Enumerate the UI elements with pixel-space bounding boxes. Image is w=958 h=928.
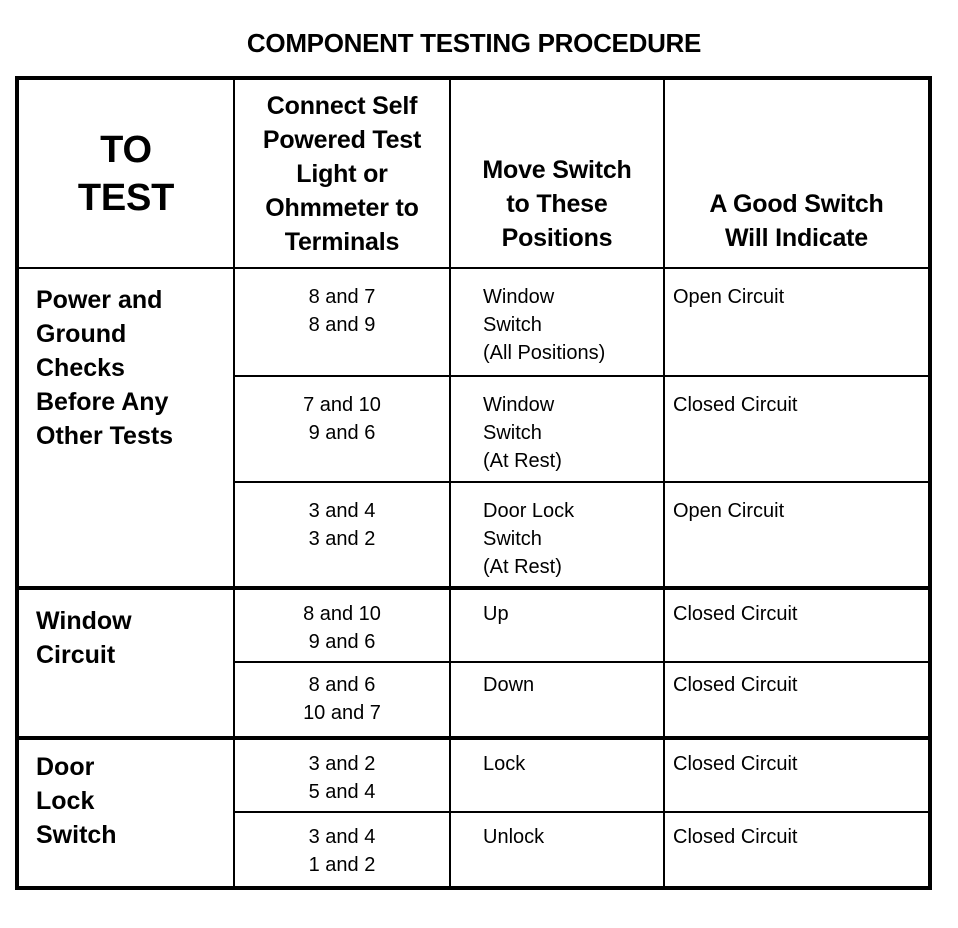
header-line: Will Indicate (724, 224, 869, 252)
terminal-pair: 3 and 2 (308, 528, 376, 550)
table-row (17, 588, 930, 662)
position-line: (At Rest) (483, 556, 562, 578)
terminal-pair: 10 and 7 (303, 702, 381, 724)
group-label-line: Circuit (36, 641, 116, 669)
header-to-test (17, 78, 234, 268)
terminal-pair: 3 and 4 (308, 826, 376, 848)
header-line: Move Switch (482, 156, 632, 184)
header-line: A Good Switch (709, 190, 884, 218)
positions-cell (450, 376, 664, 482)
positions-cell (450, 482, 664, 588)
position-line: (At Rest) (483, 450, 562, 472)
terminal-pair: 1 and 2 (308, 854, 376, 876)
group-label-line: Power and (36, 286, 163, 314)
group-label-line: Before Any (36, 388, 169, 416)
group-label-line: Door (36, 753, 95, 781)
terminals-cell (234, 662, 450, 738)
header-line: Powered Test (262, 125, 422, 154)
group-label-line: Checks (36, 354, 125, 382)
terminal-pair: 9 and 6 (308, 422, 376, 444)
positions-cell (450, 738, 664, 812)
group-label-line: Lock (36, 787, 95, 815)
group-label-line: Switch (36, 821, 117, 849)
group-label-line: Window (36, 607, 132, 635)
positions-cell (450, 812, 664, 888)
page-title: COMPONENT TESTING PROCEDURE (246, 28, 702, 58)
result-cell: Closed Circuit (664, 376, 930, 482)
terminal-pair: 7 and 10 (303, 394, 381, 416)
header-line: Terminals (284, 227, 400, 256)
position-line: (All Positions) (483, 342, 606, 364)
component-testing-table (15, 76, 932, 890)
positions-cell (450, 588, 664, 662)
position-line: Switch (483, 422, 542, 444)
result-cell: Open Circuit (664, 268, 930, 376)
group-label-line: Ground (36, 320, 127, 348)
terminal-pair: 3 and 2 (308, 753, 376, 775)
group-power-ground-checks (17, 268, 234, 588)
header-line: Connect Self (266, 91, 418, 120)
group-door-lock-switch (17, 738, 234, 888)
table-row (17, 268, 930, 376)
position-line: Switch (483, 528, 542, 550)
result-cell: Closed Circuit (664, 812, 930, 888)
header-good-switch (664, 78, 930, 268)
position-line: Down (483, 674, 535, 696)
header-line: Ohmmeter to (265, 193, 419, 222)
positions-cell (450, 268, 664, 376)
result-cell: Closed Circuit (664, 588, 930, 662)
result-cell: Open Circuit (664, 482, 930, 588)
terminals-cell (234, 738, 450, 812)
terminals-cell (234, 376, 450, 482)
header-line: TEST (77, 176, 175, 219)
header-move-switch (450, 78, 664, 268)
header-line: to These (506, 190, 608, 218)
table-row (17, 738, 930, 812)
result-cell: Closed Circuit (664, 662, 930, 738)
terminals-cell (234, 482, 450, 588)
header-row (17, 78, 930, 268)
group-window-circuit (17, 588, 234, 738)
terminal-pair: 3 and 4 (308, 500, 376, 522)
terminal-pair: 8 and 9 (308, 314, 376, 336)
position-line: Door Lock (483, 500, 575, 522)
terminal-pair: 9 and 6 (308, 631, 376, 653)
group-label-line: Other Tests (36, 422, 174, 450)
terminals-cell (234, 588, 450, 662)
terminal-pair: 8 and 7 (308, 286, 376, 308)
header-line: TO (100, 128, 152, 171)
terminal-pair: 8 and 10 (303, 603, 381, 625)
positions-cell (450, 662, 664, 738)
terminals-cell (234, 812, 450, 888)
position-line: Switch (483, 314, 542, 336)
position-line: Unlock (483, 826, 545, 848)
position-line: Window (483, 394, 555, 416)
position-line: Up (483, 603, 509, 625)
header-connect-terminals (234, 78, 450, 268)
position-line: Window (483, 286, 555, 308)
header-line: Positions (501, 224, 613, 252)
terminal-pair: 8 and 6 (308, 674, 376, 696)
terminal-pair: 5 and 4 (308, 781, 376, 803)
position-line: Lock (483, 753, 526, 775)
header-line: Light or (296, 159, 388, 188)
terminals-cell (234, 268, 450, 376)
result-cell: Closed Circuit (664, 738, 930, 812)
